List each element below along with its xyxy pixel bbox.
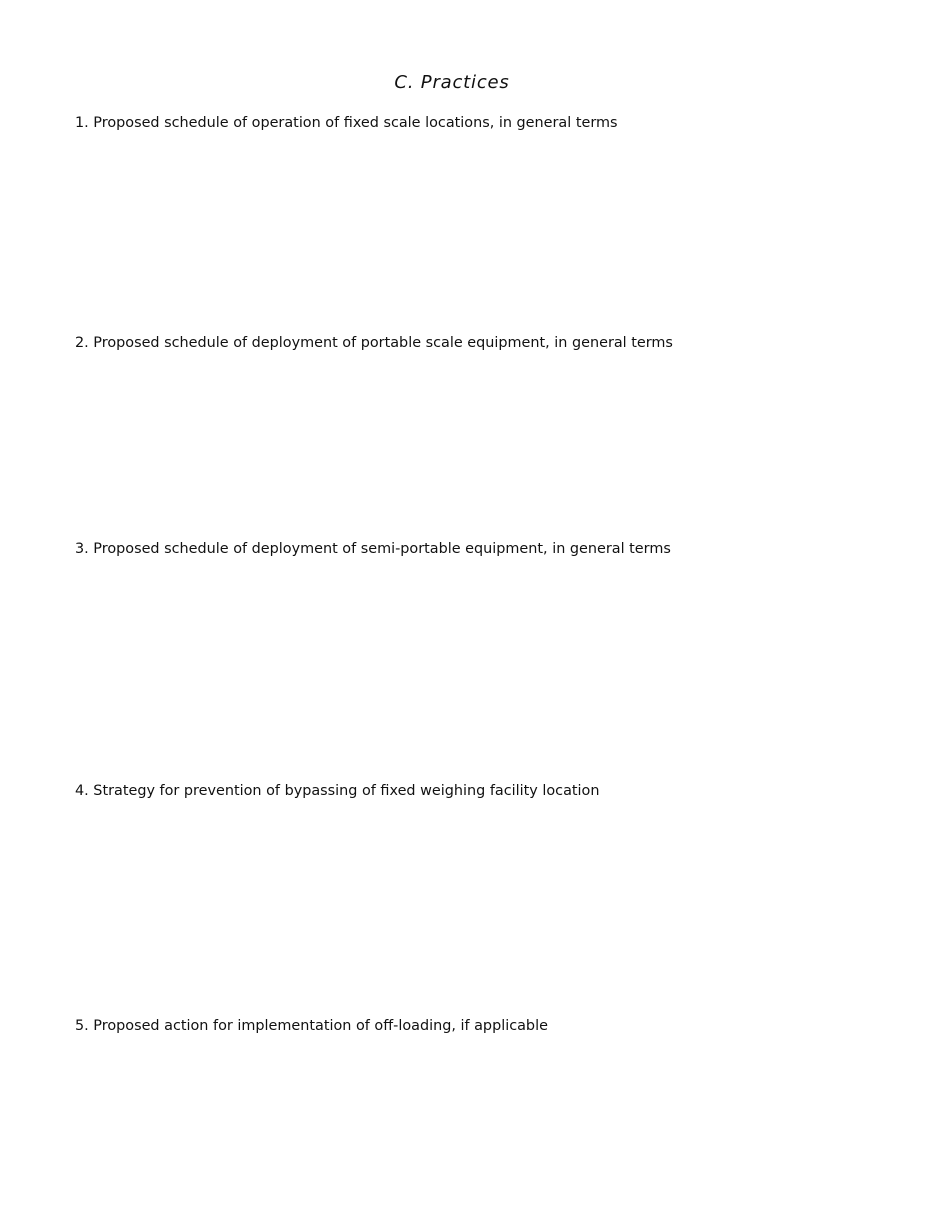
question-item-2: 2. Proposed schedule of deployment of portable scale equipment, in general terms [75,335,673,351]
section-title: C. Practices [394,72,510,93]
answer-space-5 [75,1043,875,1213]
answer-space-2 [75,360,875,525]
answer-space-1 [75,140,875,320]
question-item-5: 5. Proposed action for implementation of off-loading, if applicable [75,1018,548,1034]
question-item-1: 1. Proposed schedule of operation of fixed scale locations, in general terms [75,115,618,131]
answer-space-4 [75,808,875,1003]
question-item-3: 3. Proposed schedule of deployment of semi-portable equipment, in general terms [75,541,671,557]
question-item-4: 4. Strategy for prevention of bypassing of fixed weighing facility location [75,783,600,799]
answer-space-3 [75,566,875,766]
